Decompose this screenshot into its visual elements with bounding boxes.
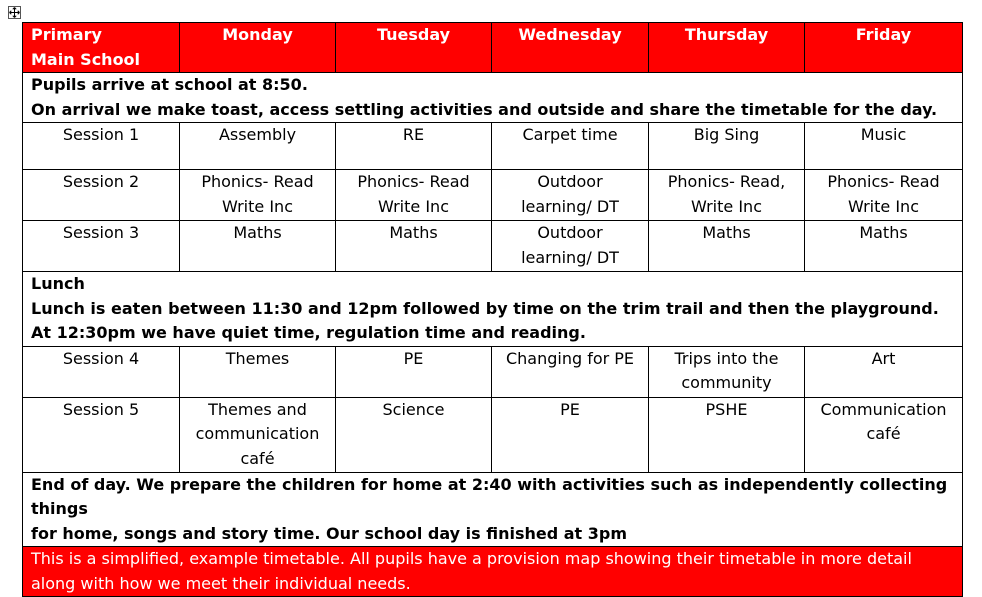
session-cell-line: Communication — [820, 399, 947, 419]
lunch-note-line: Lunch — [31, 274, 85, 293]
lunch-note-line: At 12:30pm we have quiet time, regulation time and reading. — [31, 323, 586, 342]
session-label: Session 5 — [23, 397, 180, 472]
session-cell-line: PE — [403, 348, 424, 368]
session-cell — [336, 397, 492, 472]
session-cell-line: RE — [402, 125, 425, 144]
day-header-monday: Monday — [180, 23, 336, 73]
session-cell — [336, 123, 492, 170]
footer-note — [23, 547, 963, 597]
day-header-friday: Friday — [805, 23, 963, 73]
session-cell-line: Big Sing — [693, 125, 760, 144]
session-label: Session 4 — [23, 346, 180, 397]
session-row — [23, 397, 963, 472]
header-row — [23, 23, 963, 73]
session-cell — [180, 170, 336, 221]
session-cell-line: Write Inc — [378, 196, 449, 216]
lunch-note — [23, 272, 963, 347]
session-cell-line: Write Inc — [691, 196, 762, 216]
day-header-wednesday: Wednesday — [492, 23, 649, 73]
session-cell — [492, 346, 649, 397]
session-cell — [805, 346, 963, 397]
session-row — [23, 123, 963, 170]
end-of-day-note-line: End of day. We prepare the children for home at 2:40 with activities such as independently collecting things — [31, 474, 948, 518]
session-cell — [492, 123, 649, 170]
footer-note-line: This is a simplified, example timetable. All pupils have a provision map showing their timetable in more detail — [31, 549, 912, 568]
arrival-note-line: On arrival we make toast, access settling activities and outside and share the timetable for the day. — [31, 99, 938, 119]
session-cell — [180, 221, 336, 272]
session-cell-line: communication — [195, 424, 320, 443]
session-cell-line: Trips into the — [674, 348, 779, 368]
session-cell — [805, 123, 963, 170]
session-cell-line: Assembly — [218, 125, 297, 144]
footer-note-row — [23, 547, 963, 597]
session-cell-line: Phonics- Read — [201, 172, 314, 191]
session-cell — [492, 397, 649, 472]
session-cell — [649, 123, 805, 170]
session-label: Session 3 — [23, 221, 180, 272]
session-cell — [492, 221, 649, 272]
session-cell-line: community — [681, 373, 772, 392]
session-cell — [649, 397, 805, 472]
session-cell-line: café — [240, 448, 275, 468]
session-cell — [805, 221, 963, 272]
session-cell-line: Maths — [233, 223, 282, 242]
session-cell-line: Outdoor — [537, 172, 603, 191]
footer-note-line: along with how we meet their individual needs. — [31, 573, 411, 593]
end-of-day-note — [23, 472, 963, 547]
session-cell-line: Science — [382, 399, 445, 419]
session-cell-line: Music — [860, 125, 907, 144]
session-label: Session 2 — [23, 170, 180, 221]
session-cell-line: Phonics- Read — [357, 172, 470, 191]
session-row — [23, 170, 963, 221]
session-cell-line: Maths — [389, 223, 438, 242]
arrival-note-row — [23, 73, 963, 123]
session-cell — [336, 170, 492, 221]
lunch-note-row — [23, 272, 963, 347]
session-cell-line: Write Inc — [222, 196, 293, 216]
session-cell-line: learning/ DT — [521, 247, 619, 267]
session-row — [23, 346, 963, 397]
timetable — [22, 22, 963, 597]
arrival-note-line: Pupils arrive at school at 8:50. — [31, 75, 308, 94]
session-cell-line: Art — [871, 348, 896, 368]
session-cell-line: Themes — [225, 348, 290, 368]
session-cell-line: PSHE — [705, 399, 748, 419]
session-cell-line: Phonics- Read — [827, 172, 940, 191]
session-cell-line: café — [866, 424, 901, 443]
table-move-handle-icon[interactable] — [8, 6, 21, 19]
session-cell — [649, 346, 805, 397]
session-cell-line: Phonics- Read, — [667, 172, 786, 191]
session-cell — [492, 170, 649, 221]
session-cell — [336, 346, 492, 397]
session-cell-line: Maths — [859, 223, 908, 242]
session-cell-line: Changing for PE — [505, 348, 635, 368]
lunch-note-line: Lunch is eaten between 11:30 and 12pm followed by time on the trim trail and then the playground. — [31, 298, 939, 318]
end-of-day-note-line: for home, songs and story time. Our school day is finished at 3pm — [31, 523, 628, 543]
session-label: Session 1 — [23, 123, 180, 170]
header-corner-line: Primary — [31, 25, 102, 44]
day-header-thursday: Thursday — [649, 23, 805, 73]
header-corner-cell — [23, 23, 180, 73]
session-cell-line: Outdoor — [537, 223, 603, 242]
header-corner-line: Main School — [31, 49, 141, 69]
session-cell — [649, 221, 805, 272]
end-of-day-note-row — [23, 472, 963, 547]
session-cell — [649, 170, 805, 221]
session-cell — [180, 397, 336, 472]
session-cell — [336, 221, 492, 272]
session-cell-line: learning/ DT — [521, 196, 619, 216]
session-cell-line: Maths — [702, 223, 751, 242]
arrival-note — [23, 73, 963, 123]
session-cell — [180, 123, 336, 170]
session-cell-line: Write Inc — [848, 196, 919, 216]
session-cell-line: Carpet time — [522, 125, 618, 144]
session-row — [23, 221, 963, 272]
session-cell-line: PE — [560, 399, 580, 419]
session-cell — [805, 170, 963, 221]
session-cell-line: Themes and — [208, 399, 307, 419]
session-cell — [805, 397, 963, 472]
day-header-tuesday: Tuesday — [336, 23, 492, 73]
session-cell — [180, 346, 336, 397]
